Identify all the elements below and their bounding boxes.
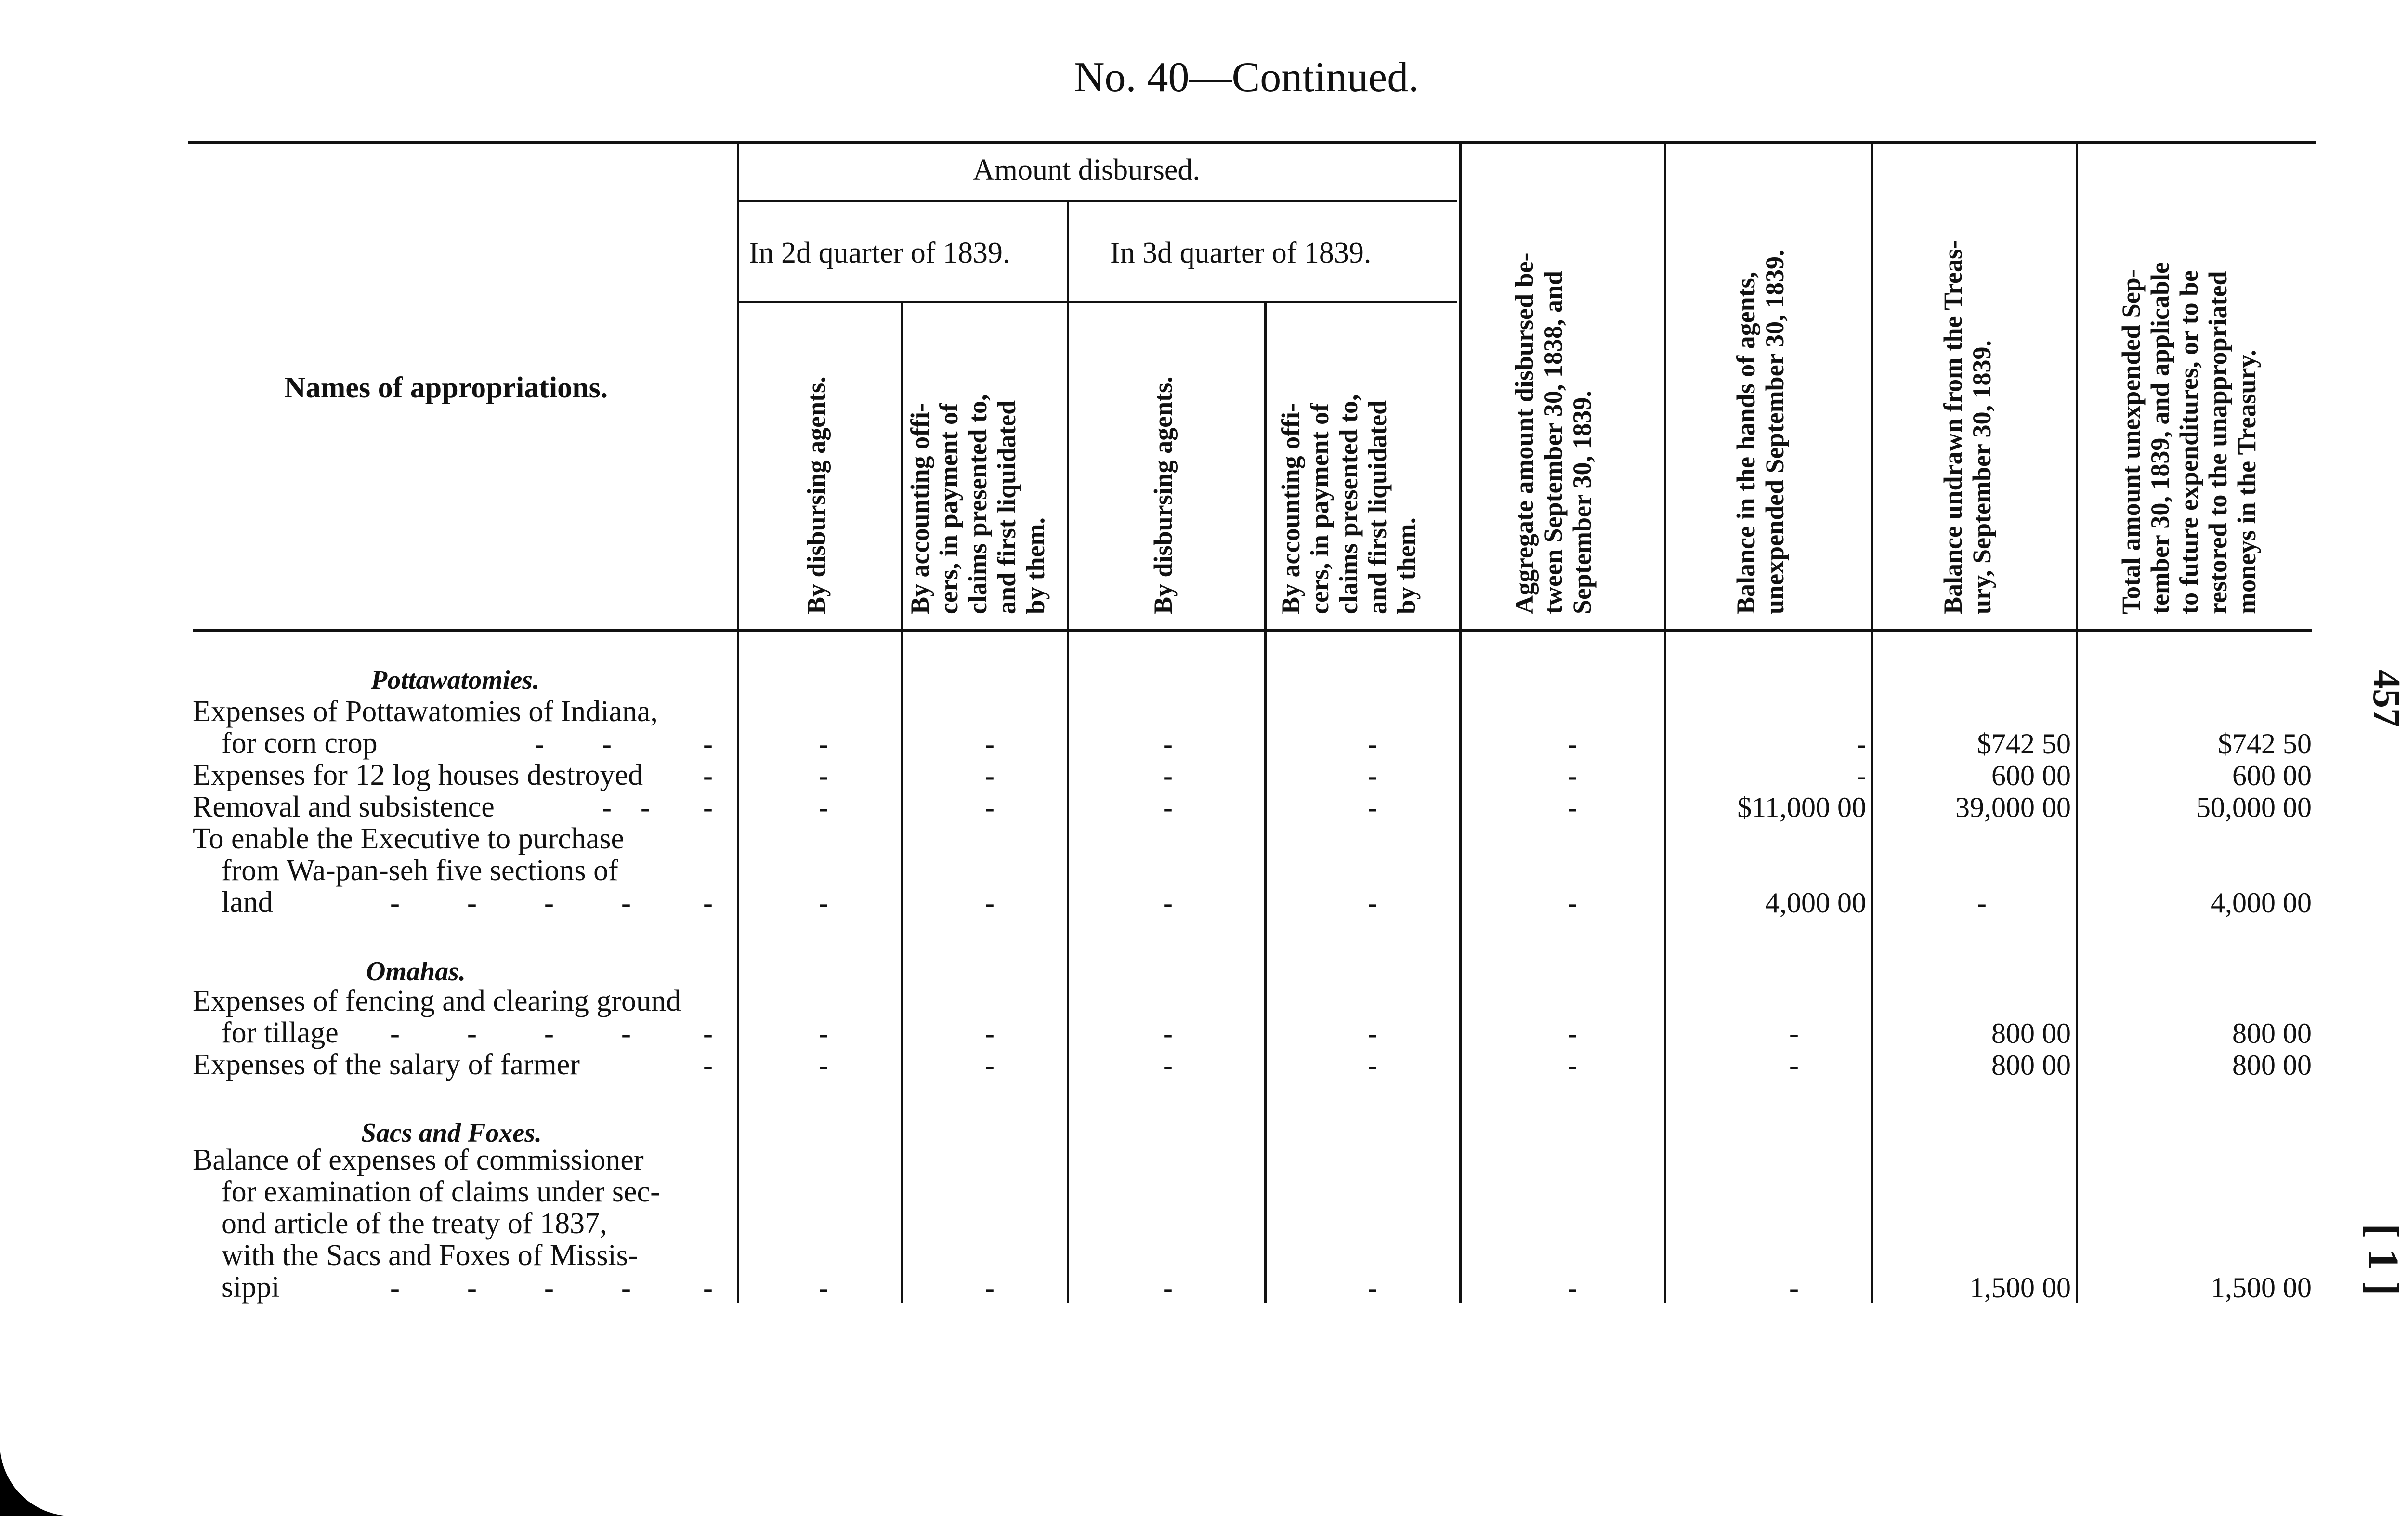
cell-dash: - [1163, 887, 1173, 919]
cell-dash: - [819, 728, 828, 760]
leader-dash: - [544, 887, 554, 919]
cell-dash: - [985, 728, 995, 760]
group-omahas: Omahas. [366, 957, 466, 987]
row6-line1: Expenses of the salary of farmer [193, 1048, 580, 1081]
r3-total: 50,000 00 [2196, 791, 2312, 823]
leader-dash: - [535, 728, 544, 760]
r6-balance-agents: - [1789, 1049, 1799, 1081]
leader-dash: - [390, 1272, 400, 1304]
cell-dash: - [985, 1272, 995, 1304]
leader-dash: - [390, 1017, 400, 1049]
r4-balance-agents: 4,000 00 [1765, 887, 1866, 919]
leader-dash: - [544, 1272, 554, 1304]
r7-total: 1,500 00 [2211, 1272, 2312, 1304]
cell-dash: - [1163, 1272, 1173, 1304]
row7-line1: Balance of expenses of commissioner [193, 1144, 644, 1176]
row1-line1: Expenses of Pottawatomies of Indiana, [193, 695, 658, 728]
row4-line1: To enable the Executive to purchase [193, 822, 625, 855]
r4-undrawn: - [1977, 887, 1987, 919]
col-divider-4 [1264, 303, 1267, 1303]
row7-line2: for examination of claims under sec- [222, 1175, 660, 1208]
page-title: No. 40—Continued. [1074, 54, 1419, 101]
cell-dash: - [1568, 1049, 1577, 1081]
header-q2-by-agents: By disbursing agents. [802, 376, 831, 614]
cell-dash: - [1368, 760, 1377, 791]
header-q2: In 2d quarter of 1839. [749, 237, 1010, 269]
cell-dash: - [819, 1272, 828, 1304]
leader-dash: - [703, 1272, 713, 1304]
cell-dash: - [1163, 791, 1173, 823]
leader-dash: - [621, 1017, 631, 1049]
group-sacs-and-foxes: Sacs and Foxes. [361, 1118, 542, 1148]
leader-dash: - [467, 1272, 477, 1304]
group-pottawatomies: Pottawatomies. [371, 665, 539, 695]
row4-line2: from Wa-pan-seh five sections of [222, 854, 618, 887]
row1-line2: for corn crop [222, 727, 378, 760]
r7-undrawn: 1,500 00 [1970, 1272, 2071, 1304]
page-number: 457 [2365, 670, 2408, 727]
r4-total: 4,000 00 [2211, 887, 2312, 919]
cell-dash: - [985, 760, 995, 791]
amount-rule [739, 200, 1457, 202]
r6-total: 800 00 [2232, 1049, 2312, 1081]
r1-total: $742 50 [2218, 728, 2312, 760]
col-divider-2 [901, 303, 903, 1303]
row7-line4: with the Sacs and Foxes of Missis- [222, 1239, 638, 1272]
cell-dash: - [1568, 728, 1577, 760]
leader-dash: - [703, 1049, 713, 1081]
r1-undrawn: $742 50 [1977, 728, 2071, 760]
cell-dash: - [1368, 1049, 1377, 1081]
r2-total: 600 00 [2232, 760, 2312, 791]
cell-dash: - [1368, 1272, 1377, 1304]
col-divider-3 [1067, 201, 1069, 1303]
header-bottom-rule [193, 629, 2312, 632]
leader-dash: - [703, 760, 713, 791]
cell-dash: - [819, 1049, 828, 1081]
row2-line1: Expenses for 12 log houses destroyed [193, 759, 643, 791]
leader-dash: - [467, 887, 477, 919]
cell-dash: - [1163, 1049, 1173, 1081]
quarter-rule [739, 301, 1457, 303]
leader-dash: - [641, 791, 650, 823]
leader-dash: - [703, 887, 713, 919]
row4-line3: land [222, 886, 273, 919]
row5-line1: Expenses of fencing and clearing ground [193, 985, 681, 1017]
leader-dash: - [544, 1017, 554, 1049]
cell-dash: - [985, 791, 995, 823]
cell-dash: - [1368, 728, 1377, 760]
leader-dash: - [621, 887, 631, 919]
cell-dash: - [1163, 728, 1173, 760]
cell-dash: - [985, 887, 995, 919]
leader-dash: - [621, 1272, 631, 1304]
r3-balance-agents: $11,000 00 [1737, 791, 1866, 823]
cell-dash: - [1568, 1272, 1577, 1304]
col-divider-5 [1459, 142, 1462, 1303]
cell-dash: - [819, 887, 828, 919]
cell-dash: - [1368, 1017, 1377, 1049]
leader-dash: - [390, 887, 400, 919]
header-q2-by-officers: By accounting offi- cers, in payment of claims presented to, and first liquidated by them. [905, 394, 1050, 614]
cell-dash: - [1163, 1017, 1173, 1049]
col-divider-7 [1871, 142, 1873, 1303]
leader-dash: - [703, 791, 713, 823]
cell-dash: - [1568, 791, 1577, 823]
cell-dash: - [985, 1049, 995, 1081]
side-mark: [ 1 ] [2359, 1224, 2407, 1296]
cell-dash: - [1568, 887, 1577, 919]
row5-line2: for tillage [222, 1016, 339, 1049]
cell-dash: - [819, 760, 828, 791]
cell-dash: - [1368, 887, 1377, 919]
r7-balance-agents: - [1789, 1272, 1799, 1304]
cell-dash: - [1368, 791, 1377, 823]
r3-undrawn: 39,000 00 [1955, 791, 2071, 823]
leader-dash: - [703, 1017, 713, 1049]
header-balance-agents: Balance in the hands of agents, unexpended September 30, 1839. [1731, 250, 1789, 614]
header-total: Total amount unexpended Sep- tember 30, 1839, and applicable to future expenditures, or to be restored to the unappropriated moneys in the Treasury. [2117, 262, 2261, 614]
header-aggregate: Aggregate amount disbursed be- tween September 30, 1838, and September 30, 1839. [1510, 252, 1597, 614]
r5-total: 800 00 [2232, 1017, 2312, 1049]
cell-dash: - [985, 1017, 995, 1049]
leader-dash: - [602, 728, 612, 760]
header-amount-disbursed: Amount disbursed. [973, 154, 1200, 186]
cell-dash: - [1568, 760, 1577, 791]
header-q3: In 3d quarter of 1839. [1110, 237, 1372, 269]
header-q3-by-officers: By accounting offi- cers, in payment of claims presented to, and first liquidated by them. [1276, 394, 1421, 614]
r2-balance-agents: - [1857, 760, 1866, 791]
header-names: Names of appropriations. [284, 371, 608, 404]
row3-line1: Removal and subsistence [193, 791, 495, 823]
row7-line5: sippi [222, 1271, 280, 1304]
r5-undrawn: 800 00 [1991, 1017, 2071, 1049]
cell-dash: - [819, 791, 828, 823]
r2-undrawn: 600 00 [1991, 760, 2071, 791]
col-divider-8 [2076, 142, 2078, 1303]
leader-dash: - [703, 728, 713, 760]
leader-dash: - [602, 791, 612, 823]
top-rule [188, 141, 2316, 144]
row7-line3: ond article of the treaty of 1837, [222, 1207, 607, 1240]
col-divider-6 [1664, 142, 1666, 1303]
leader-dash: - [467, 1017, 477, 1049]
r5-balance-agents: - [1789, 1017, 1799, 1049]
cell-dash: - [819, 1017, 828, 1049]
cell-dash: - [1163, 760, 1173, 791]
r6-undrawn: 800 00 [1991, 1049, 2071, 1081]
col-divider-1 [737, 142, 739, 1303]
header-balance-undrawn: Balance undrawn from the Treas- ury, September 30, 1839. [1938, 240, 1996, 614]
header-q3-by-agents: By disbursing agents. [1149, 376, 1178, 614]
r1-balance-agents: - [1857, 728, 1866, 760]
cell-dash: - [1568, 1017, 1577, 1049]
